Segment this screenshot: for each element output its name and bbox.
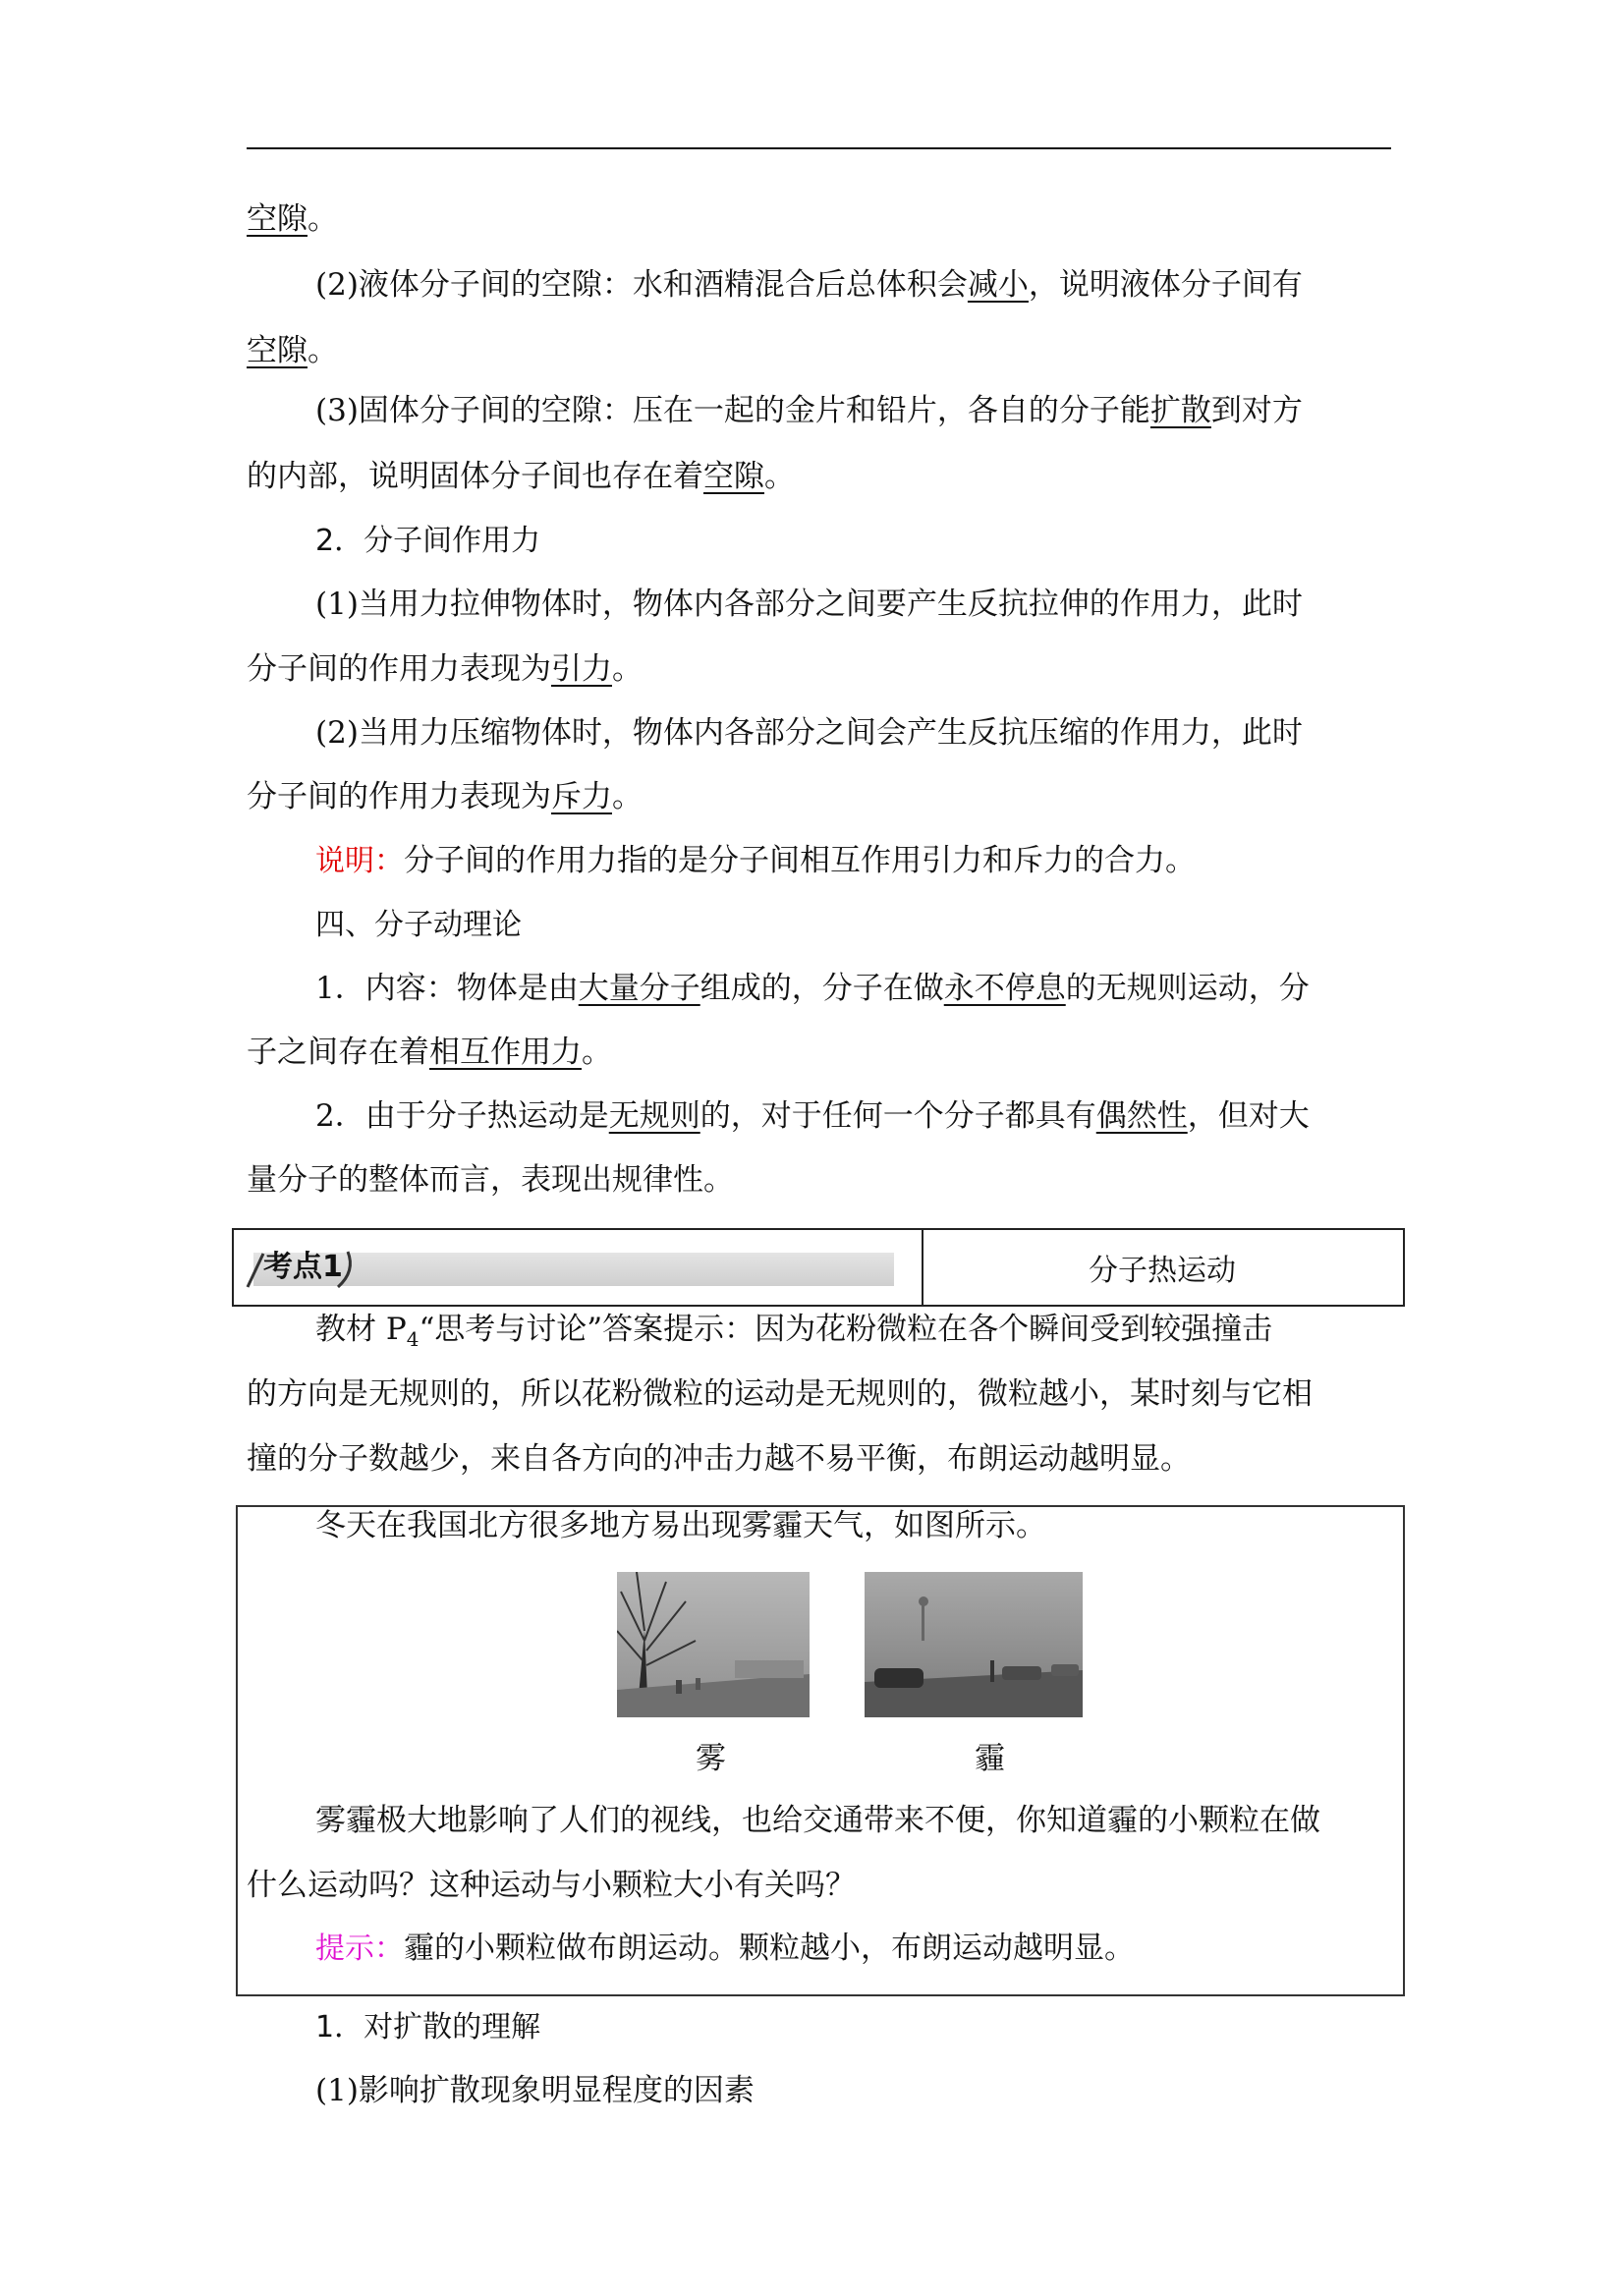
paragraph-line: 量分子的整体而言，表现出规律性。 [247, 1162, 734, 1198]
paragraph-line: 空隙。 [247, 333, 338, 368]
paragraph-line: (3)固体分子间的空隙：压在一起的金片和铅片，各自的分子能扩散到对方 [315, 393, 1303, 428]
paragraph-line: (2)液体分子间的空隙：水和酒精混合后总体积会减小，说明液体分子间有 [315, 267, 1303, 303]
fog-photo [617, 1572, 810, 1717]
paragraph-line: 分子间的作用力表现为斥力。 [247, 779, 643, 814]
hint-line: 提示：霾的小颗粒做布朗运动。颗粒越小，布朗运动越明显。 [315, 1931, 1135, 1966]
note-line: 说明：分子间的作用力指的是分子间相互作用引力和斥力的合力。 [315, 843, 1196, 878]
paragraph-line: 分子间的作用力表现为引力。 [247, 651, 643, 687]
paragraph-line: 空隙。 [247, 201, 338, 237]
kaodian-label-cell [234, 1230, 923, 1305]
section-heading: 2．分子间作用力 [315, 524, 541, 558]
section-heading: 四、分子动理论 [315, 908, 522, 942]
box-intro: 冬天在我国北方很多地方易出现雾霾天气，如图所示。 [315, 1508, 1046, 1543]
fog-caption: 雾 [696, 1741, 726, 1776]
paragraph-line: (1)当用力拉伸物体时，物体内各部分之间要产生反抗拉伸的作用力，此时 [315, 587, 1303, 622]
kaodian-label: 考点1 [263, 1250, 343, 1284]
note-label: 说明： [315, 844, 404, 878]
box-question-line: 什么运动吗？这种运动与小颗粒大小有关吗？ [247, 1868, 856, 1903]
paragraph-line: 的内部，说明固体分子间也存在着空隙。 [247, 459, 795, 494]
paragraph-line: 子之间存在着相互作用力。 [247, 1035, 612, 1070]
hint-label: 提示： [315, 1932, 404, 1966]
section-heading: 1．对扩散的理解 [315, 2010, 541, 2044]
paragraph-line: (1)影响扩散现象明显程度的因素 [315, 2073, 755, 2108]
paragraph-line: 1．内容：物体是由大量分子组成的，分子在做永不停息的无规则运动，分 [315, 971, 1310, 1006]
paragraph-line: 教材 $P_4“$思考与讨论”答案提示：因为花粉微粒在各个瞬间受到较强撞击 [315, 1312, 1273, 1352]
header-rule [247, 147, 1391, 149]
paragraph-line: 2．由于分子热运动是无规则的，对于任何一个分子都具有偶然性，但对大 [315, 1098, 1310, 1134]
haze-photo [865, 1572, 1083, 1717]
kaodian-table [232, 1228, 1405, 1307]
paragraph-line: 撞的分子数越少，来自各方向的冲击力越不易平衡，布朗运动越明显。 [247, 1441, 1191, 1477]
box-question-line: 雾霾极大地影响了人们的视线，也给交通带来不便，你知道霾的小颗粒在做 [315, 1803, 1320, 1838]
paragraph-line: (2)当用力压缩物体时，物体内各部分之间会产生反抗压缩的作用力，此时 [315, 715, 1303, 751]
paragraph-line: 的方向是无规则的，所以花粉微粒的运动是无规则的，微粒越小，某时刻与它相 [247, 1376, 1313, 1412]
kaodian-title: 分子热运动 [1089, 1254, 1236, 1288]
haze-caption: 霾 [975, 1741, 1005, 1776]
